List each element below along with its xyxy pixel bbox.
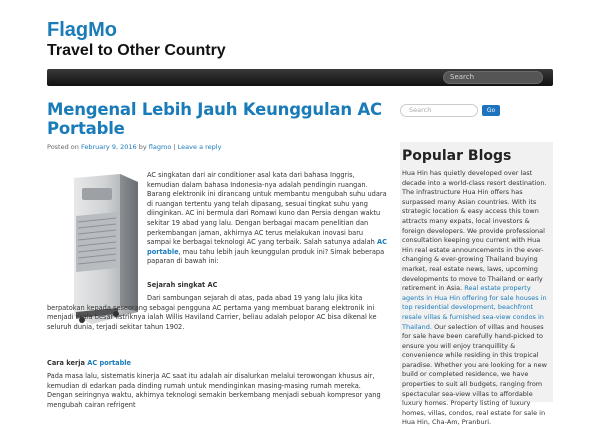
meta-separator: | [173, 143, 176, 151]
section-heading-cara-kerja [47, 359, 131, 369]
section-heading-sejarah: Sejarah singkat AC [147, 281, 218, 289]
sidebar-search-input[interactable]: Search [400, 104, 478, 117]
post-title[interactable]: Mengenal Lebih Jauh Keunggulan AC Portable [47, 100, 382, 138]
site-description: Travel to Other Country [47, 42, 226, 59]
popular-blogs-text-1: Hua Hin has quietly developed over last decade into a world-class resort destination. The infrastructure Hua Hin offers has surpassed many Asian countries. With its strategic location & easy access this town attracts many expats, local investors & foreign developers. We provide professional consultation keeping you current with Hua Hin real estate announcements in the ever-changing & ever-growing Thailand buying market, real estate news, laws, upcoming developments to move to Thailand or early retirement in Asia. [402, 169, 547, 293]
popular-blogs-text-2: Our selection of villas and houses for sale have been carefully hand-picked to ensure you will enjoy tranquillity & convenience while residing in this tropical paradise. Whether you are looking for a new build or completed residence, we have properties to suit all budgets, ranging from spectacular sea-view villas to affordable luxury homes. Property listing of luxury homes, villas, condos, real estate for sale in Hua Hin, Cha-Am, Pranburi. [402, 322, 547, 427]
intro-text-end: , mau tahu lebih jauh keunggulan produk ini? Simak beberapa paparan di bawah ini: [147, 247, 385, 266]
cara-kerja-label: Cara kerja [47, 359, 85, 367]
popular-blogs-heading: Popular Blogs [402, 148, 512, 164]
post-author-link[interactable]: flagmo [148, 143, 172, 151]
intro-paragraph [147, 171, 387, 267]
sidebar-go-button[interactable]: Go [482, 105, 500, 116]
nav-bar [47, 69, 553, 86]
intro-text: AC singkatan dari air conditioner asal kata dari bahasa Inggris, kemudian dalam bahasa Indonesia-nya adalah pendingin ruangan. Barang elektronik ini dirancang untuk membantu mengubah suhu udara di ruangan tertentu yang telah dipasang, sesuai tingkat suhu yang diinginkan. AC ini bermula dari Romawi kuno dan Persia dengan waktu sekitar 19 abad yang lalu. Dengan berbagai macam penelitian dan perkembangan jaman, akhirnya AC terus melakukan inovasi baru sampai ke berbagai teknologi AC yang terbaik. Salah satunya adalah [147, 171, 387, 247]
nav-search-input[interactable]: Search [443, 71, 543, 84]
meta-by: by [138, 143, 147, 151]
leave-reply-link[interactable]: Leave a reply [177, 143, 222, 151]
post-meta [47, 143, 387, 151]
ac-portable-link[interactable]: AC portable [147, 238, 387, 256]
cara-kerja-link[interactable]: AC portable [87, 359, 132, 367]
popular-blogs-widget [400, 142, 553, 427]
meta-prefix: Posted on [47, 143, 79, 151]
cara-kerja-paragraph: Pada masa lalu, sistematis kinerja AC saat itu adalah air disalurkan melalui terowongan khusus air, kemudian di edarkan pada dinding rumah untuk mendinginkan masing-masing rumah mereka. Dengan seiringnya waktu, akhirnya teknologi semakin berkembang menjadi sebuah kompresor yang mengubah cairan refrigent [47, 372, 381, 409]
sejarah-paragraph: Dari sambungan sejarah di atas, pada abad 19 yang lalu jika kita berpatokan kepada seseorang sebagai pengguna AC pertama yang membuat barang elektronik ini menjadi skala besar listriknya ialah Willis Haviland Carrier, beliau adalah pelopor AC bisa dikenal ke seluruh dunia, terjadi sekitar tahun 1902. [47, 294, 377, 331]
post-content [47, 100, 387, 409]
real-estate-link[interactable]: Real estate property agents in Hua Hin offering for sale houses in top residential development, beachfront resale villas & furnished sea-view condos in Thailand. [402, 284, 547, 331]
post-date-link[interactable]: February 9, 2016 [80, 143, 137, 151]
site-title[interactable]: FlagMo [47, 19, 117, 41]
popular-blogs-text [402, 169, 551, 428]
